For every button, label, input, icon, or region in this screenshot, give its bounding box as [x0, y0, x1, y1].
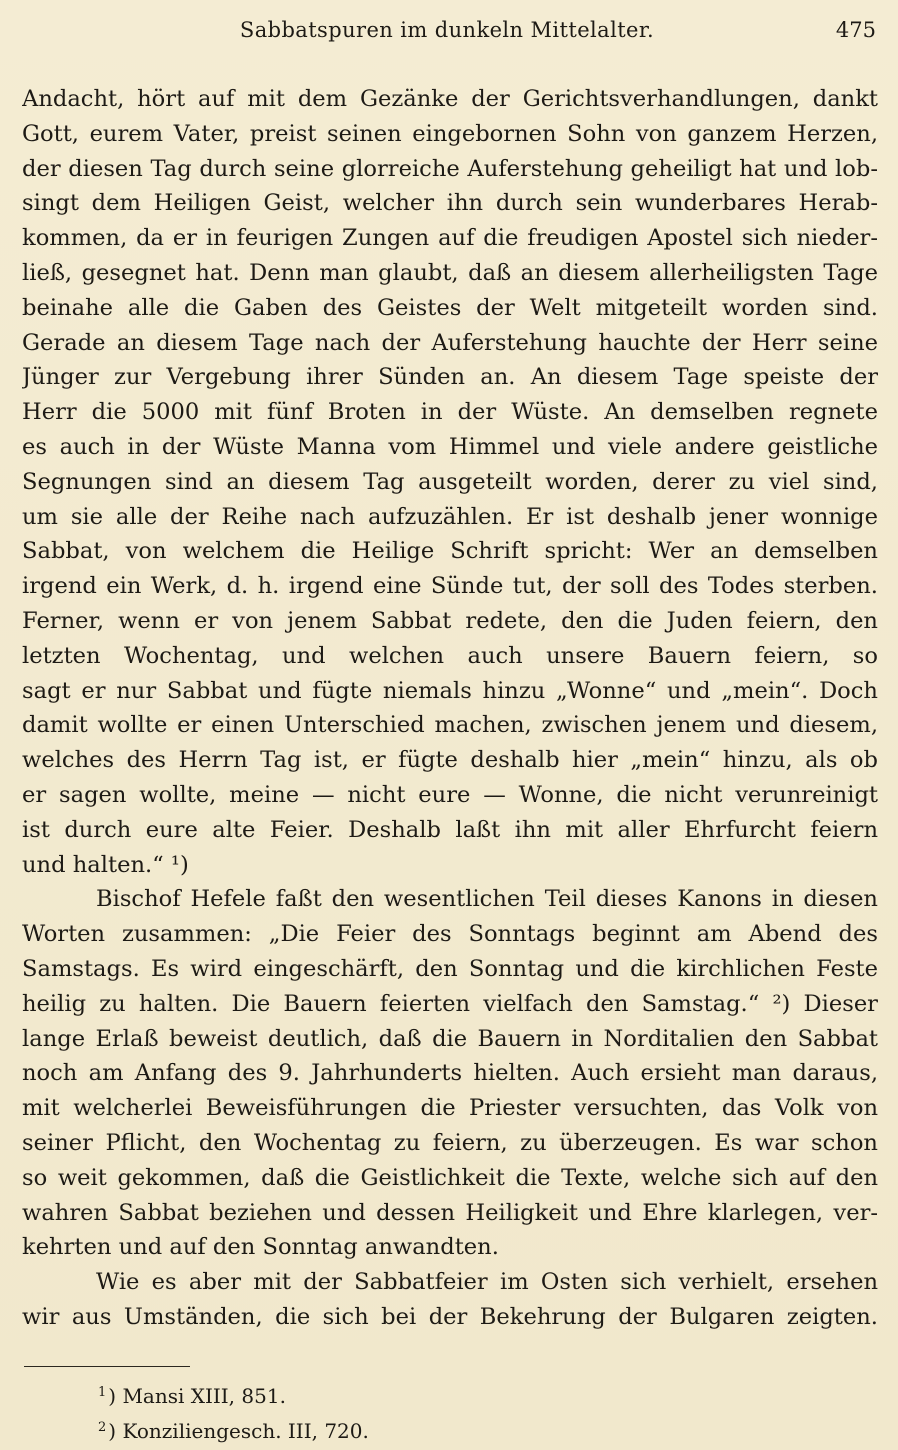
text-line: heilig zu halten. Die Bauern feierten vielfach den Samstag.“ ²) Dieser: [22, 990, 878, 1017]
text-line: sagt er nur Sabbat und fügte niemals hinzu „Wonne“ und „mein“. Doch: [22, 677, 878, 704]
text-line: Worten zusammen: „Die Feier des Sonntags beginnt am Abend des: [22, 921, 878, 948]
footnote-1: [98, 1377, 369, 1412]
text-line: um sie alle der Reihe nach aufzuzählen. Er ist deshalb jener wonnige: [22, 503, 878, 530]
text-line: er sagen wollte, meine — nicht eure — Wonne, die nicht verunreinigt: [22, 781, 878, 808]
text-line: Jünger zur Vergebung ihrer Sünden an. An diesem Tage speiste der: [22, 364, 878, 391]
text-line: und halten.“ ¹): [22, 851, 189, 878]
text-line: Wie es aber mit der Sabbatfeier im Osten sich verhielt, ersehen: [96, 1269, 878, 1296]
footnote-text: ) Konziliengesch. III, 720.: [108, 1419, 369, 1443]
text-line: welches des Herrn Tag ist, er fügte deshalb hier „mein“ hinzu, als ob: [22, 747, 878, 774]
text-line: kommen, da er in feurigen Zungen auf die freudigen Apostel sich nieder-: [22, 225, 878, 252]
running-title: Sabbatspuren im dunkeln Mittelalter.: [239, 18, 655, 42]
text-line: ließ, gesegnet hat. Denn man glaubt, daß an diesem allerheiligsten Tage: [22, 259, 878, 286]
body-text: [22, 82, 878, 1335]
page-number: 475: [835, 18, 876, 42]
page-header: [18, 18, 876, 48]
text-line: es auch in der Wüste Manna vom Himmel und viele andere geistliche: [22, 433, 878, 460]
footnote-text: ) Mansi XIII, 851.: [108, 1384, 286, 1408]
text-line: so weit gekommen, daß die Geistlichkeit die Texte, welche sich auf den: [22, 1164, 878, 1191]
text-line: letzten Wochentag, und welchen auch unsere Bauern feiern, so: [22, 642, 878, 669]
text-line: mit welcherlei Beweisführungen die Priester versuchten, das Volk von: [22, 1095, 878, 1122]
text-line: noch am Anfang des 9. Jahrhunderts hielten. Auch ersieht man daraus,: [22, 1060, 878, 1087]
text-line: kehrten und auf den Sonntag anwandten.: [22, 1234, 499, 1261]
footnotes: [98, 1377, 369, 1447]
text-line: Segnungen sind an diesem Tag ausgeteilt worden, derer zu viel sind,: [22, 468, 878, 495]
text-line: wahren Sabbat beziehen und dessen Heiligkeit und Ehre klarlegen, ver-: [22, 1199, 878, 1226]
text-line: damit wollte er einen Unterschied machen, zwischen jenem und diesem,: [22, 712, 878, 739]
text-line: seiner Pflicht, den Wochentag zu feiern, zu überzeugen. Es war schon: [22, 1129, 878, 1156]
text-line: irgend ein Werk, d. h. irgend eine Sünde tut, der soll des Todes sterben.: [22, 573, 878, 600]
text-line: lange Erlaß beweist deutlich, daß die Bauern in Norditalien den Sabbat: [22, 1025, 878, 1052]
text-line: wir aus Umständen, die sich bei der Bekehrung der Bulgaren zeigten.: [22, 1303, 878, 1330]
footnote-mark: 1: [98, 1385, 107, 1400]
text-line: Sabbat, von welchem die Heilige Schrift spricht: Wer an demselben: [22, 538, 878, 565]
text-line: Samstags. Es wird eingeschärft, den Sonntag und die kirchlichen Feste: [22, 955, 878, 982]
text-line: Gerade an diesem Tage nach der Auferstehung hauchte der Herr seine: [22, 329, 878, 356]
footnote-2: [98, 1412, 369, 1447]
footnote-divider: [24, 1366, 190, 1367]
text-line: singt dem Heiligen Geist, welcher ihn durch sein wunderbares Herab-: [22, 190, 878, 217]
text-line: Andacht, hört auf mit dem Gezänke der Gerichtsverhandlungen, dankt: [22, 86, 878, 112]
footnote-mark: 2: [98, 1420, 107, 1435]
text-line: Gott, eurem Vater, preist seinen eingebornen Sohn von ganzem Herzen,: [22, 120, 878, 147]
text-line: Bischof Hefele faßt den wesentlichen Teil dieses Kanons in diesen: [96, 886, 878, 913]
text-line: ist durch eure alte Feier. Deshalb laßt ihn mit aller Ehrfurcht feiern: [22, 816, 878, 843]
text-line: der diesen Tag durch seine glorreiche Auferstehung geheiligt hat und lob-: [22, 155, 878, 182]
text-line: beinahe alle die Gaben des Geistes der Welt mitgeteilt worden sind.: [22, 294, 878, 321]
text-line: Ferner, wenn er von jenem Sabbat redete, den die Juden feiern, den: [22, 607, 878, 634]
text-line: Herr die 5000 mit fünf Broten in der Wüste. An demselben regnete: [22, 399, 878, 426]
